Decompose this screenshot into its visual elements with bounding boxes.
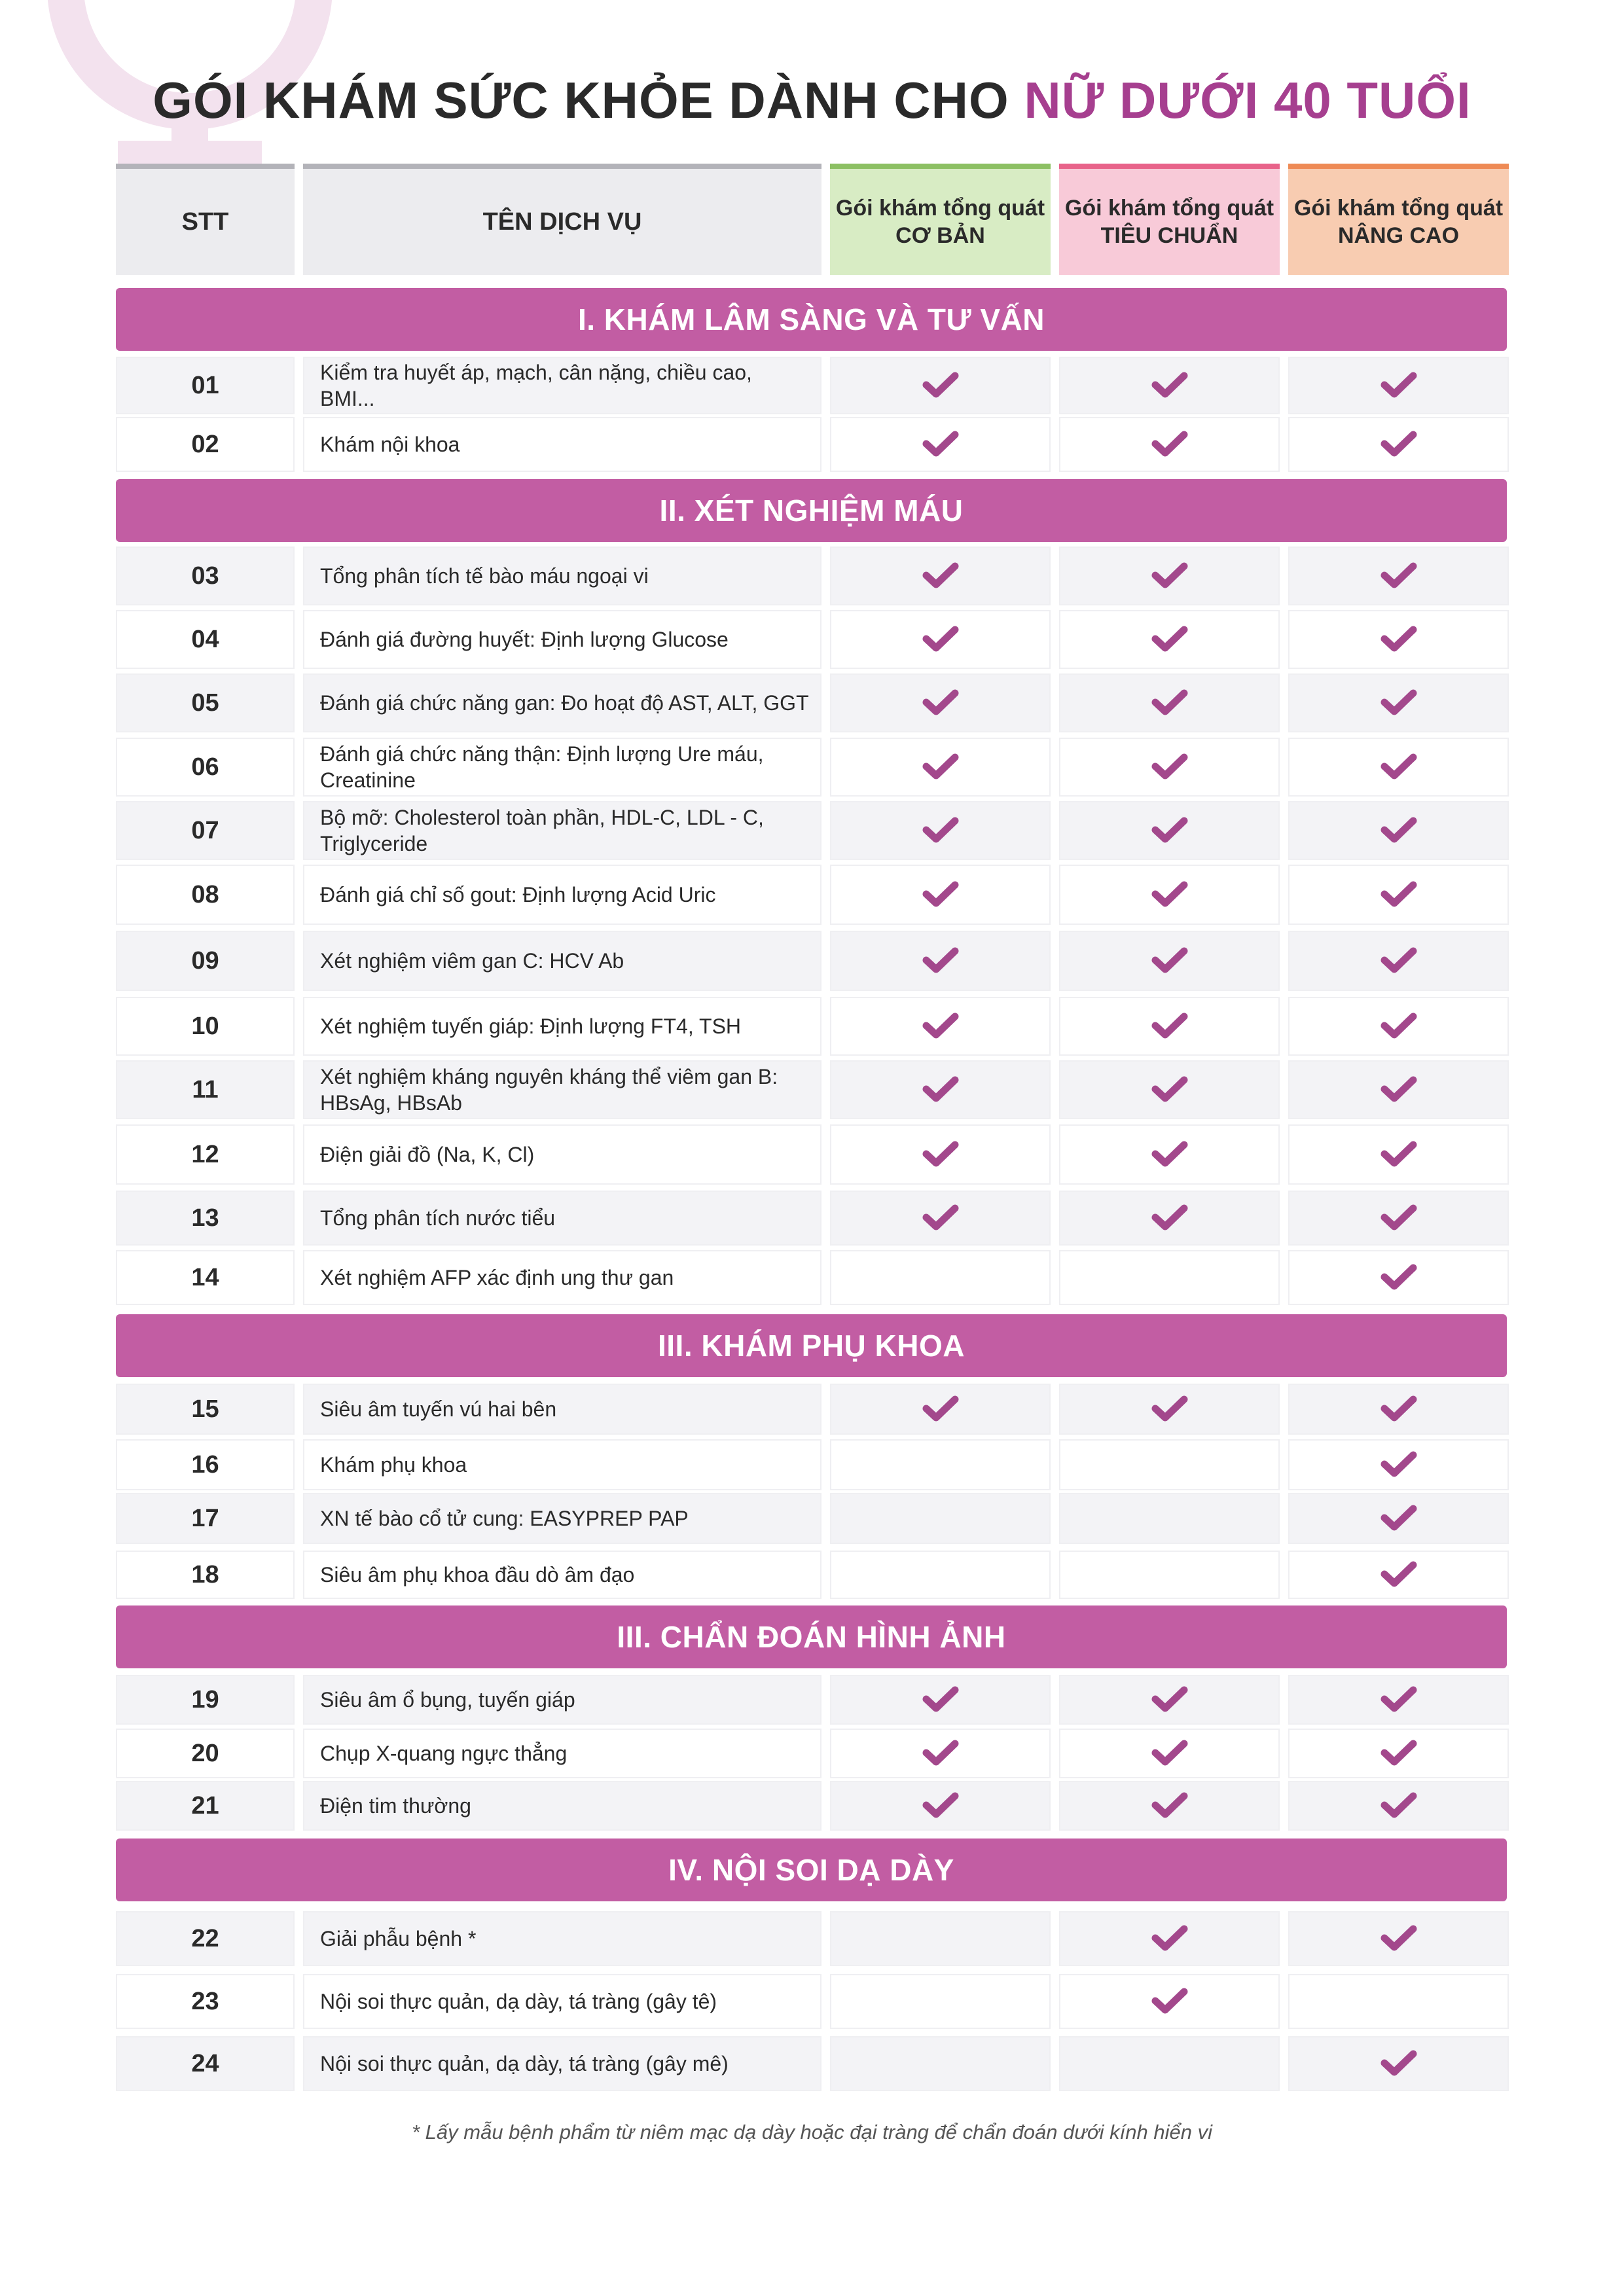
table-row [116,1781,1507,1831]
service-name: Đánh giá đường huyết: Định lượng Glucose [303,610,821,669]
check-cell-basic [830,2036,1051,2091]
check-cell-basic [830,1781,1051,1831]
check-cell-standard [1059,738,1280,797]
check-icon [1380,947,1417,975]
check-cell-standard [1059,1124,1280,1185]
check-cell-standard [1059,1384,1280,1435]
check-icon [922,881,959,908]
table-row [116,1250,1507,1305]
section-header: III. KHÁM PHỤ KHOA [116,1314,1507,1377]
check-cell-standard [1059,2036,1280,2091]
check-icon [922,626,959,653]
table-row [116,1384,1507,1435]
check-icon [1380,1204,1417,1232]
row-number: 01 [116,357,295,414]
check-cell-advanced [1288,1675,1509,1725]
check-cell-standard [1059,1911,1280,1966]
check-icon [1380,1686,1417,1713]
check-icon [1380,817,1417,844]
table-row [116,547,1507,605]
check-icon [1151,753,1188,781]
check-cell-standard [1059,1729,1280,1778]
service-name: Đánh giá chức năng thận: Định lượng Ure máu, Creatinine [303,738,821,797]
check-icon [1380,881,1417,908]
check-cell-standard [1059,865,1280,925]
title-prefix: GÓI KHÁM SỨC KHỎE DÀNH CHO [153,71,1024,129]
service-name: Xét nghiệm AFP xác định ung thư gan [303,1250,821,1305]
check-cell-basic [830,865,1051,925]
service-name: Điện giải đồ (Na, K, Cl) [303,1124,821,1185]
table-row [116,801,1507,860]
check-cell-advanced [1288,1124,1509,1185]
row-number: 04 [116,610,295,669]
check-cell-standard [1059,1974,1280,2029]
row-number: 03 [116,547,295,605]
check-cell-basic [830,1493,1051,1544]
check-cell-standard [1059,1551,1280,1599]
package-label: Gói khám tổng quát [1293,195,1504,221]
check-cell-advanced [1288,1729,1509,1778]
service-name: Bộ mỡ: Cholesterol toàn phần, HDL-C, LDL - C, Triglyceride [303,801,821,860]
check-cell-standard [1059,610,1280,669]
check-cell-standard [1059,1675,1280,1725]
check-cell-standard [1059,547,1280,605]
check-icon [1151,626,1188,653]
check-icon [1151,562,1188,590]
check-icon [1380,689,1417,717]
table-row [116,997,1507,1056]
check-cell-advanced [1288,931,1509,991]
check-icon [1380,2050,1417,2077]
check-cell-advanced [1288,1551,1509,1599]
service-name: Xét nghiệm viêm gan C: HCV Ab [303,931,821,991]
row-number: 14 [116,1250,295,1305]
section-header: III. CHẨN ĐOÁN HÌNH ẢNH [116,1605,1507,1668]
check-cell-advanced [1288,1911,1509,1966]
check-cell-basic [830,801,1051,860]
check-icon [922,1740,959,1767]
service-name: Giải phẫu bệnh * [303,1911,821,1966]
check-cell-advanced [1288,1191,1509,1246]
check-cell-advanced [1288,1250,1509,1305]
check-icon [1380,1141,1417,1168]
row-number: 19 [116,1675,295,1725]
service-name: Đánh giá chỉ số gout: Định lượng Acid Uric [303,865,821,925]
check-cell-basic [830,610,1051,669]
check-cell-standard [1059,417,1280,472]
check-cell-basic [830,1060,1051,1119]
check-icon [1151,372,1188,399]
header-stt: STT [116,164,295,275]
service-name: Khám phụ khoa [303,1439,821,1490]
service-name: XN tế bào cổ tử cung: EASYPREP PAP [303,1493,821,1544]
check-icon [1151,1792,1188,1820]
package-label: Gói khám tổng quát [835,195,1045,221]
service-table [116,164,1507,2077]
check-icon [922,1395,959,1423]
check-icon [1151,1740,1188,1767]
service-name: Siêu âm phụ khoa đầu dò âm đạo [303,1551,821,1599]
check-icon [1151,1686,1188,1713]
row-number: 09 [116,931,295,991]
row-number: 24 [116,2036,295,2091]
check-cell-standard [1059,1191,1280,1246]
check-icon [922,1686,959,1713]
check-cell-basic [830,1384,1051,1435]
check-icon [1380,753,1417,781]
check-cell-basic [830,673,1051,732]
package-label: Gói khám tổng quát [1064,195,1274,221]
row-number: 13 [116,1191,295,1246]
service-name: Siêu âm ổ bụng, tuyến giáp [303,1675,821,1725]
row-number: 21 [116,1781,295,1831]
header-package-standard [1059,164,1280,275]
table-row [116,1439,1507,1490]
table-row [116,1974,1507,2029]
check-cell-advanced [1288,547,1509,605]
check-cell-advanced [1288,357,1509,414]
check-cell-advanced [1288,1060,1509,1119]
check-icon [1380,626,1417,653]
service-name: Chụp X-quang ngực thẳng [303,1729,821,1778]
check-icon [1380,1395,1417,1423]
service-name: Nội soi thực quản, dạ dày, tá tràng (gây mê) [303,2036,821,2091]
section-header: II. XÉT NGHIỆM MÁU [116,479,1507,542]
row-number: 02 [116,417,295,472]
check-icon [1151,1988,1188,2015]
table-row [116,1675,1507,1725]
check-icon [1151,1395,1188,1423]
service-name: Khám nội khoa [303,417,821,472]
table-row [116,673,1507,732]
check-icon [1380,1264,1417,1291]
check-cell-advanced [1288,865,1509,925]
check-icon [1380,1451,1417,1479]
check-cell-advanced [1288,997,1509,1056]
check-icon [1380,1792,1417,1820]
check-icon [1151,431,1188,458]
check-cell-advanced [1288,1439,1509,1490]
row-number: 15 [116,1384,295,1435]
header-package-basic [830,164,1051,275]
table-row [116,1911,1507,1966]
check-icon [1151,1141,1188,1168]
table-row [116,1551,1507,1599]
check-cell-basic [830,357,1051,414]
check-icon [922,431,959,458]
row-number: 12 [116,1124,295,1185]
check-icon [922,372,959,399]
title-accent: NỮ DƯỚI 40 TUỔI [1024,71,1471,129]
row-number: 16 [116,1439,295,1490]
check-cell-advanced [1288,417,1509,472]
service-name: Tổng phân tích nước tiểu [303,1191,821,1246]
check-cell-advanced [1288,1781,1509,1831]
check-icon [922,1013,959,1040]
row-number: 23 [116,1974,295,2029]
table-row [116,2036,1507,2091]
check-cell-basic [830,1551,1051,1599]
check-icon [1380,1013,1417,1040]
check-icon [922,1792,959,1820]
header-service-name: TÊN DỊCH VỤ [303,164,821,275]
check-cell-standard [1059,1060,1280,1119]
row-number: 07 [116,801,295,860]
section-header: I. KHÁM LÂM SÀNG VÀ TƯ VẤN [116,288,1507,351]
service-name: Xét nghiệm kháng nguyên kháng thể viêm gan B: HBsAg, HBsAb [303,1060,821,1119]
table-header [116,164,1507,275]
check-cell-basic [830,1729,1051,1778]
check-icon [1151,1204,1188,1232]
service-name: Siêu âm tuyến vú hai bên [303,1384,821,1435]
row-number: 20 [116,1729,295,1778]
check-cell-advanced [1288,1384,1509,1435]
check-icon [922,1204,959,1232]
check-icon [922,753,959,781]
check-icon [1380,1561,1417,1588]
check-cell-basic [830,417,1051,472]
table-row [116,1191,1507,1246]
table-row [116,931,1507,991]
check-cell-basic [830,931,1051,991]
row-number: 10 [116,997,295,1056]
row-number: 08 [116,865,295,925]
check-cell-advanced [1288,801,1509,860]
check-icon [922,689,959,717]
check-cell-standard [1059,801,1280,860]
check-cell-advanced [1288,1974,1509,2029]
check-cell-advanced [1288,1493,1509,1544]
check-icon [1380,372,1417,399]
check-cell-basic [830,1911,1051,1966]
page-title [0,71,1624,130]
check-icon [922,1141,959,1168]
check-icon [922,947,959,975]
check-cell-standard [1059,1250,1280,1305]
check-cell-standard [1059,931,1280,991]
row-number: 06 [116,738,295,797]
check-cell-standard [1059,997,1280,1056]
row-number: 17 [116,1493,295,1544]
service-name: Điện tim thường [303,1781,821,1831]
service-name: Tổng phân tích tế bào máu ngoại vi [303,547,821,605]
table-row [116,865,1507,925]
check-cell-standard [1059,673,1280,732]
check-cell-basic [830,738,1051,797]
check-icon [1380,562,1417,590]
check-icon [922,817,959,844]
check-icon [1151,689,1188,717]
service-name: Nội soi thực quản, dạ dày, tá tràng (gây tê) [303,1974,821,2029]
package-tier: CƠ BẢN [895,223,985,248]
check-icon [1380,1505,1417,1532]
check-icon [1151,881,1188,908]
package-tier: NÂNG CAO [1337,223,1460,248]
check-icon [1151,1925,1188,1952]
check-cell-basic [830,1250,1051,1305]
check-cell-standard [1059,1439,1280,1490]
row-number: 11 [116,1060,295,1119]
table-row [116,357,1507,414]
check-icon [1151,1076,1188,1103]
check-icon [1380,1740,1417,1767]
header-package-advanced [1288,164,1509,275]
row-number: 18 [116,1551,295,1599]
section-header: IV. NỘI SOI DẠ DÀY [116,1839,1507,1901]
check-cell-basic [830,547,1051,605]
table-row [116,417,1507,472]
check-icon [922,1076,959,1103]
check-icon [1380,1076,1417,1103]
check-icon [1151,947,1188,975]
check-cell-advanced [1288,2036,1509,2091]
check-cell-basic [830,1439,1051,1490]
table-row [116,738,1507,797]
check-cell-standard [1059,357,1280,414]
table-row [116,1060,1507,1119]
check-icon [1151,1013,1188,1040]
check-icon [1151,817,1188,844]
row-number: 22 [116,1911,295,1966]
check-icon [1380,431,1417,458]
service-name: Đánh giá chức năng gan: Đo hoạt độ AST, ALT, GGT [303,673,821,732]
service-name: Xét nghiệm tuyến giáp: Định lượng FT4, TSH [303,997,821,1056]
check-cell-basic [830,1124,1051,1185]
check-icon [1380,1925,1417,1952]
table-row [116,1124,1507,1185]
check-icon [922,562,959,590]
service-name: Kiểm tra huyết áp, mạch, cân nặng, chiều cao, BMI... [303,357,821,414]
check-cell-standard [1059,1493,1280,1544]
check-cell-advanced [1288,610,1509,669]
footnote: * Lấy mẫu bệnh phẩm từ niêm mạc dạ dày hoặc đại tràng để chẩn đoán dưới kính hiển vi [411,2121,1212,2144]
check-cell-advanced [1288,673,1509,732]
check-cell-basic [830,1675,1051,1725]
table-row [116,1729,1507,1778]
table-row [116,1493,1507,1544]
check-cell-basic [830,1974,1051,2029]
table-row [116,610,1507,669]
check-cell-basic [830,1191,1051,1246]
check-cell-advanced [1288,738,1509,797]
check-cell-standard [1059,1781,1280,1831]
check-cell-basic [830,997,1051,1056]
row-number: 05 [116,673,295,732]
package-tier: TIÊU CHUẨN [1100,223,1238,248]
